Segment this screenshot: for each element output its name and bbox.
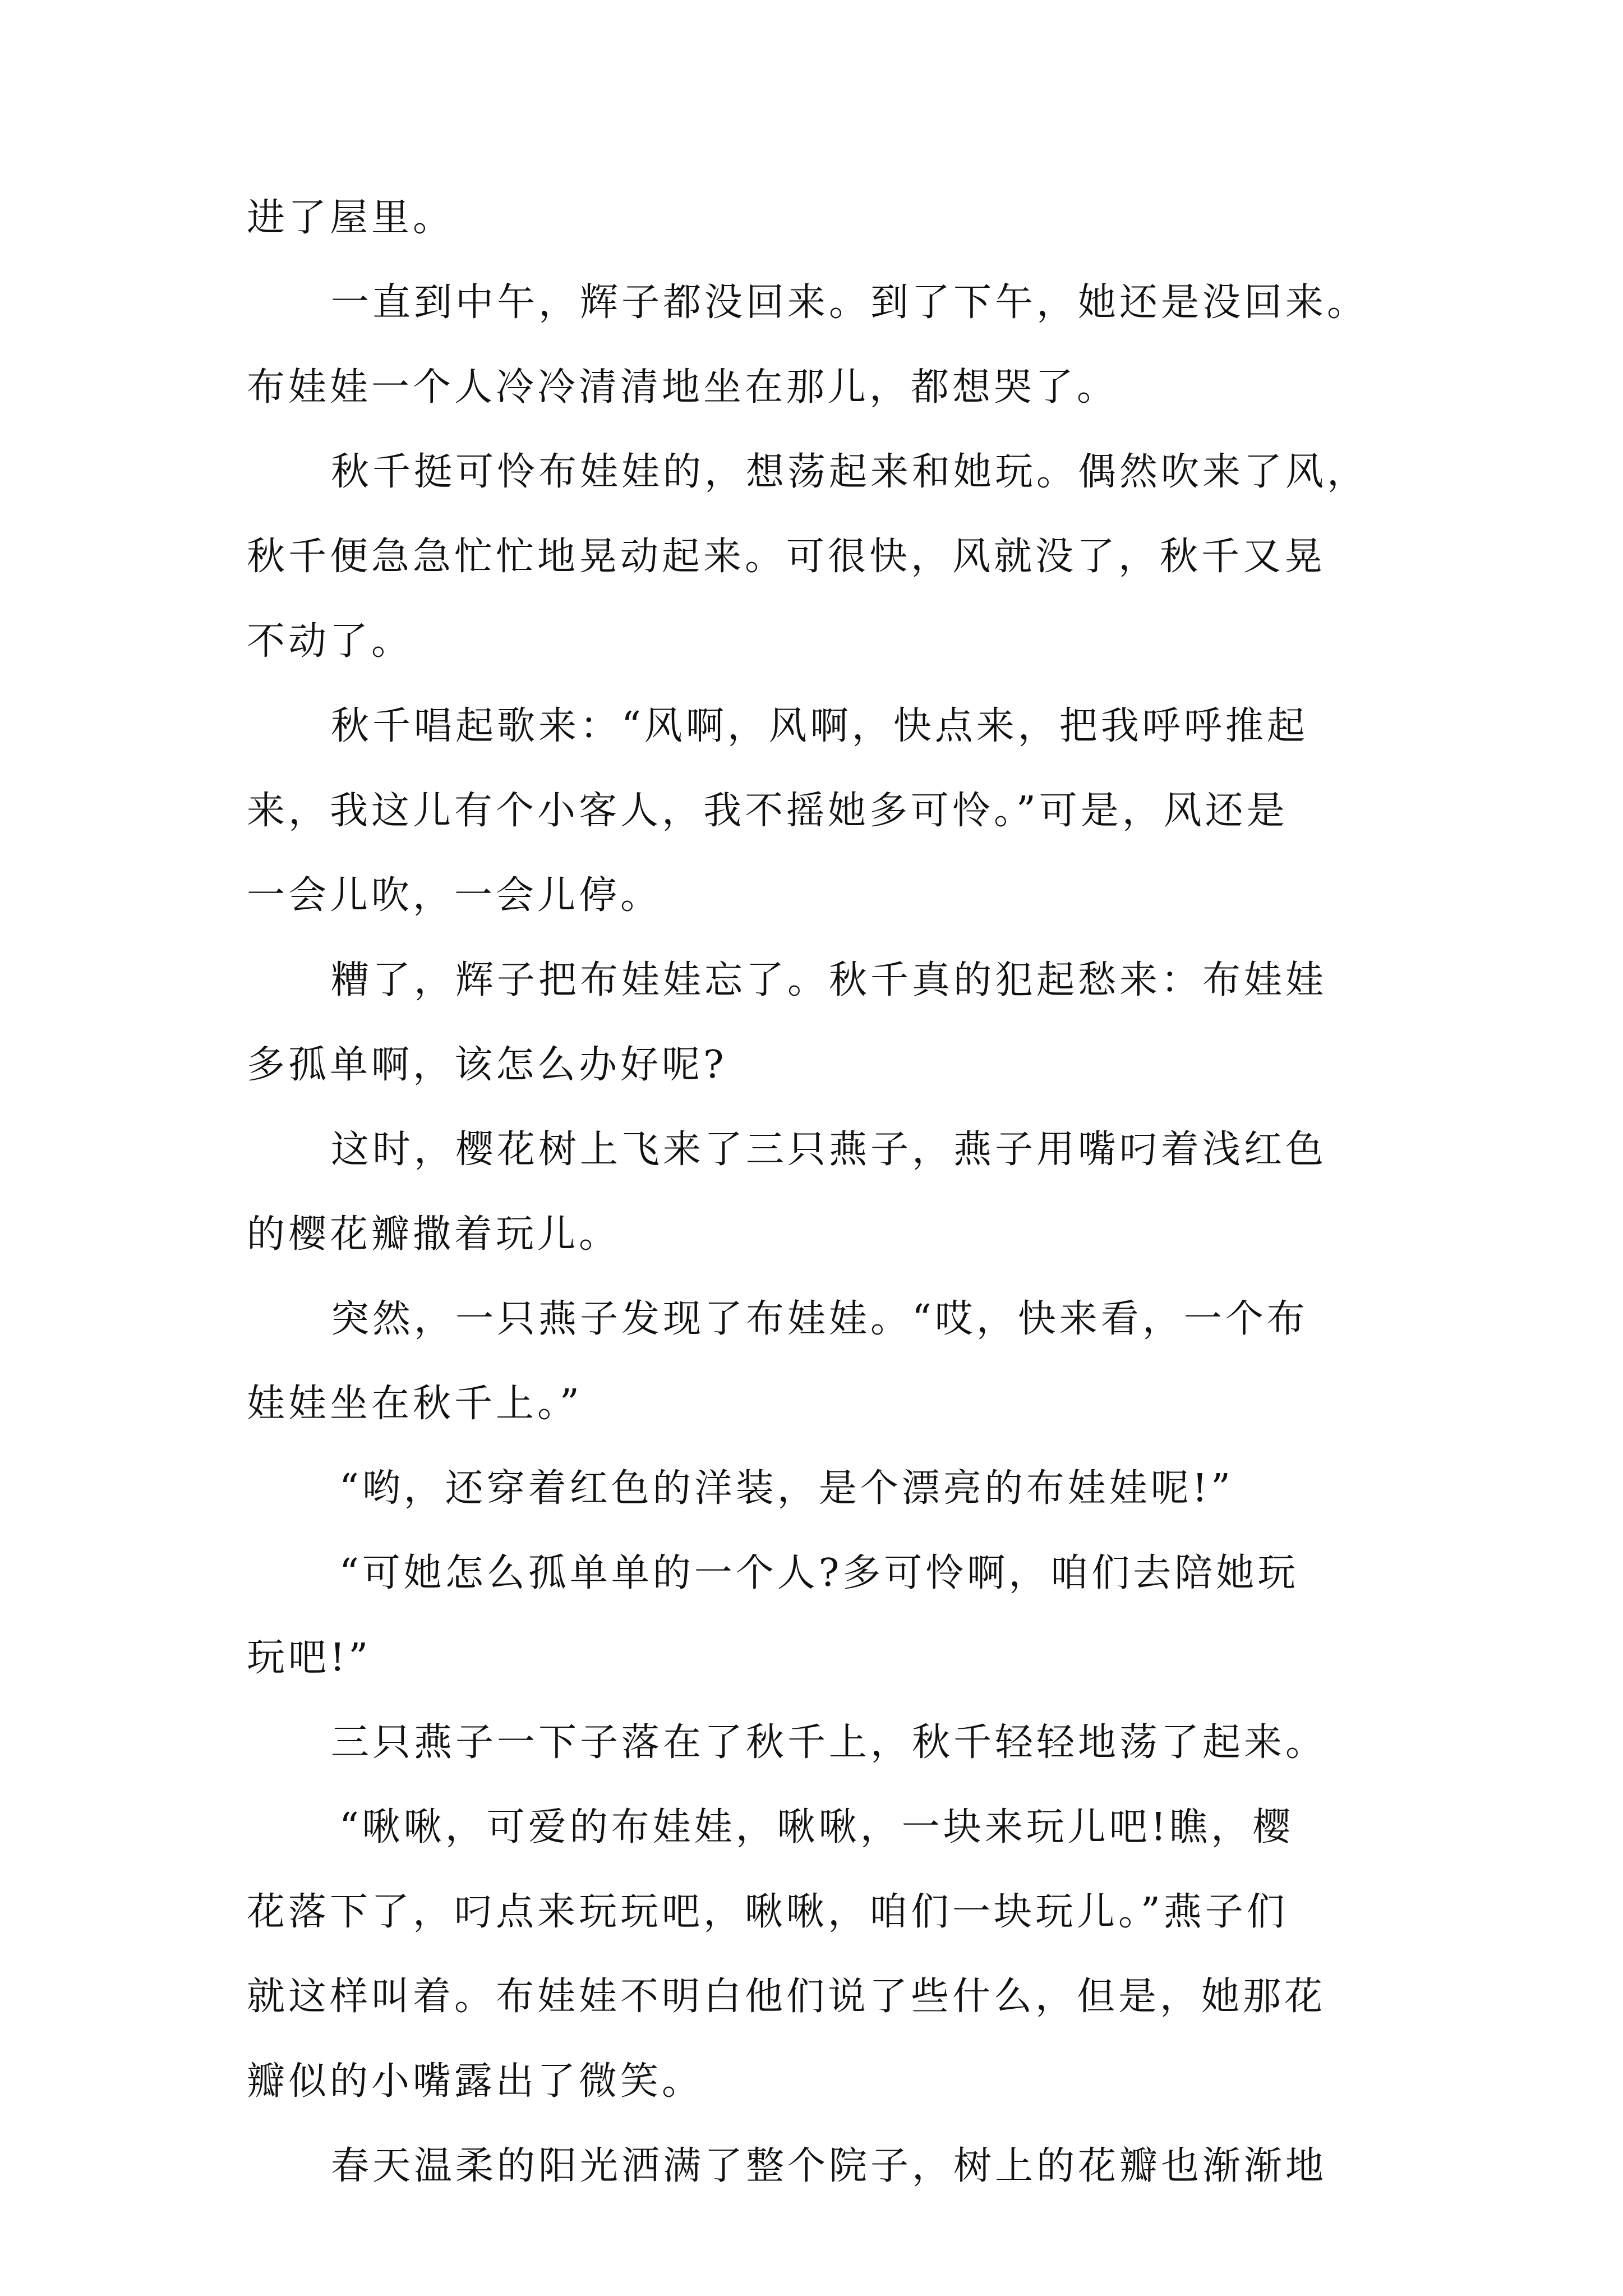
dialogue-line: “哟，还穿着红色的洋装，是个漂亮的布娃娃呢!”: [339, 1466, 1234, 1511]
paragraph-start: 一直到中午，辉子都没回来。到了下午，她还是没回来。: [331, 280, 1369, 325]
text-line: 玩吧!”: [247, 1636, 372, 1680]
text-line: 不动了。: [247, 619, 413, 664]
paragraph-start: 突然，一只燕子发现了布娃娃。“哎，快来看，一个布: [331, 1297, 1308, 1341]
paragraph-start: 秋千挺可怜布娃娃的，想荡起来和她玩。偶然吹来了风，: [331, 450, 1369, 494]
text-line: 花落下了，叼点来玩玩吧，啾啾，咱们一块玩儿。”燕子们: [247, 1890, 1288, 1934]
paragraph-start: 糟了，辉子把布娃娃忘了。秋千真的犯起愁来：布娃娃: [331, 958, 1327, 1002]
text-line: 娃娃坐在秋千上。”: [247, 1382, 583, 1426]
text-line: 多孤单啊，该怎么办好呢?: [247, 1043, 727, 1087]
paragraph-start: 秋千唱起歌来：“风啊，风啊，快点来，把我呼呼推起: [331, 704, 1308, 748]
paragraph-start: 春天温柔的阳光洒满了整个院子，树上的花瓣也渐渐地: [331, 2144, 1327, 2188]
text-line: 一会儿吹，一会儿停。: [247, 873, 662, 918]
paragraph-start: 三只燕子一下子落在了秋千上，秋千轻轻地荡了起来。: [331, 1720, 1327, 1765]
text-line: 的樱花瓣撒着玩儿。: [247, 1212, 621, 1257]
text-line: 秋千便急急忙忙地晃动起来。可很快，风就没了，秋千又晃: [247, 535, 1326, 579]
text-line: 就这样叫着。布娃娃不明白他们说了些什么，但是，她那花: [247, 1975, 1326, 2019]
paragraph-start: 这时，樱花树上飞来了三只燕子，燕子用嘴叼着浅红色: [331, 1128, 1327, 1172]
text-line: 瓣似的小嘴露出了微笑。: [247, 2059, 704, 2104]
text-line: 来，我这儿有个小客人，我不摇她多可怜。”可是，风还是: [247, 789, 1288, 833]
text-line: 布娃娃一个人冷冷清清地坐在那儿，都想哭了。: [247, 365, 1119, 409]
dialogue-line: “啾啾，可爱的布娃娃，啾啾，一块来玩儿吧!瞧，樱: [339, 1805, 1294, 1849]
dialogue-line: “可她怎么孤单单的一个人?多可怜啊，咱们去陪她玩: [339, 1551, 1299, 1595]
text-line: 进了屋里。: [247, 196, 455, 240]
document-page: [247, 196, 1391, 2232]
